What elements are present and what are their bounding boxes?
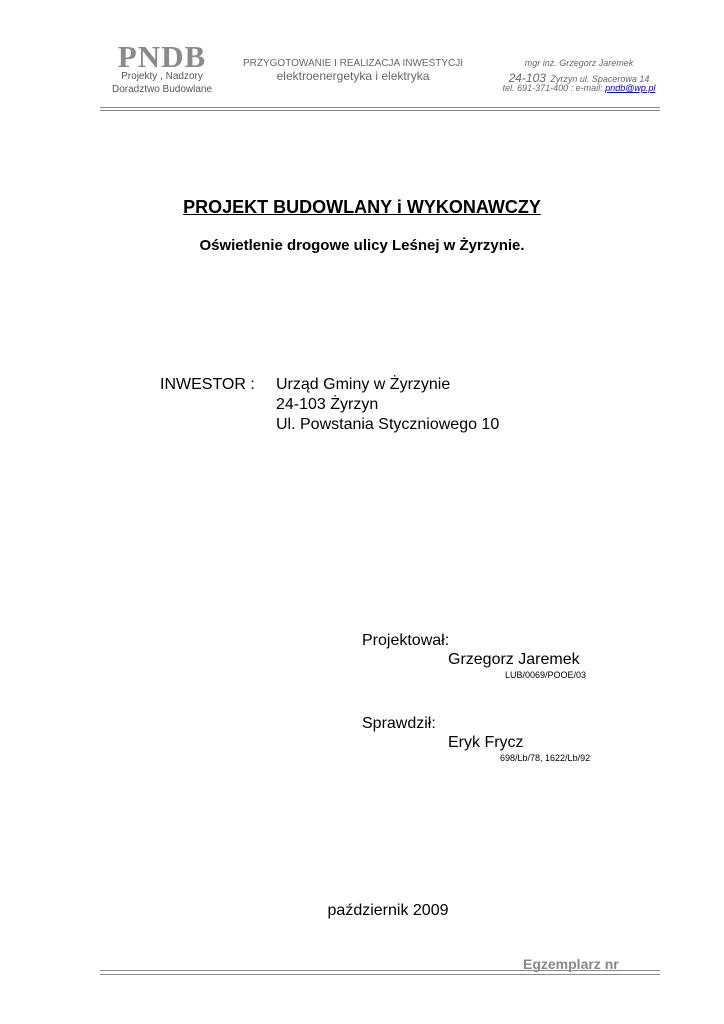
contact-line (479, 83, 679, 93)
designer-license: LUB/0069/POOE/03 (505, 670, 587, 680)
investor-city: 24-103 Żyrzyn (276, 396, 379, 413)
service-line-1: PRZYGOTOWANIE I REALIZACJA INWESTYCJI (242, 58, 464, 69)
service-line-2: elektroenergetyka i elektryka (276, 69, 430, 83)
document-date: październik 2009 (327, 902, 449, 919)
copy-number-label: Egzemplarz nr (523, 956, 619, 972)
pndb-logo-graphic (100, 42, 224, 70)
pndb-logo (100, 42, 224, 70)
investor-label: INWESTOR : (160, 376, 255, 393)
email-link[interactable]: pndb@wp.pl (605, 83, 656, 93)
document-subtitle: Oświetlenie drogowe ulicy Leśnej w Żyrzynie. (199, 237, 525, 254)
header-rule-bottom (100, 110, 660, 111)
address-code: 24-103 (508, 71, 546, 85)
designer-name: Grzegorz Jaremek (448, 651, 580, 668)
document-title: PROJEKT BUDOWLANY i WYKONAWCZY (183, 197, 541, 217)
author-name: mgr inż. Grzegorz Jaremek (524, 58, 634, 68)
designer-label: Projektował: (362, 632, 450, 649)
logo-lettering: PNDB (117, 42, 207, 70)
checker-name: Eryk Frycz (448, 734, 524, 751)
checker-license: 698/Lb/78, 1622/Lb/92 (500, 753, 591, 763)
company-line-2: Doradztwo Budowlane (111, 84, 213, 95)
header-rule-top (100, 107, 660, 108)
contact-phone: tel. 691-371-400 : e-mail: (502, 83, 606, 93)
company-line-1: Projekty , Nadzory (121, 71, 203, 82)
checker-label: Sprawdził: (362, 715, 436, 732)
investor-street: Ul. Powstania Styczniowego 10 (276, 416, 500, 433)
footer-rule-bottom (100, 974, 660, 975)
investor-name: Urząd Gminy w Żyrzynie (276, 376, 451, 393)
address-street: Żyrzyn ul. Spacerowa 14 (550, 74, 650, 84)
